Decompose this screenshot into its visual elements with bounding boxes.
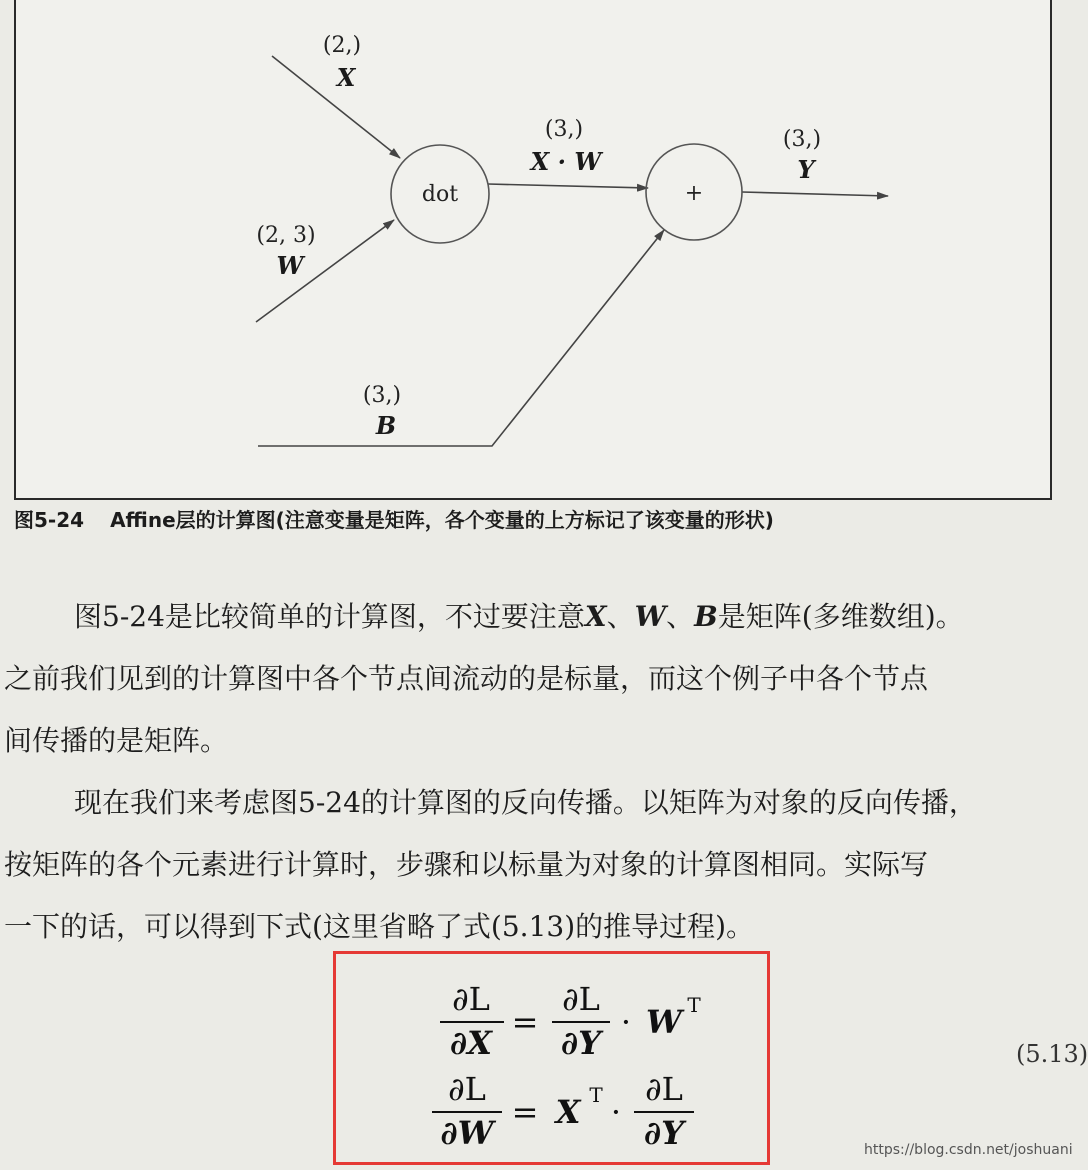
eq2-lhs-denominator: ∂W	[440, 1114, 494, 1152]
figure-frame	[14, 0, 1052, 500]
edge-plus-to-y	[742, 192, 888, 196]
paragraph-1-line-3: 间传播的是矩阵。	[4, 724, 229, 757]
edge-b-to-plus	[258, 230, 664, 446]
eq2-equals: =	[511, 1093, 539, 1131]
paragraph-2	[0, 772, 1080, 958]
figure-caption	[14, 504, 1074, 533]
w-var-label: W	[276, 251, 304, 280]
figure-caption-number: 图5-24	[14, 508, 85, 532]
matrix-w-symbol: W	[634, 600, 667, 633]
paragraph-2-line-3: 一下的话，可以得到下式(这里省略了式(5.13)的推导过程)。	[4, 910, 755, 943]
paragraph-1-line-1	[0, 586, 1080, 648]
matrix-x-symbol: X	[584, 600, 607, 633]
eq2-cdot: ·	[610, 1093, 622, 1131]
x-shape-label: (2,)	[322, 33, 362, 58]
paragraph-1-text-a: 图5-24是比较简单的计算图，不过要注意	[74, 600, 585, 633]
x-var-label: X	[336, 63, 356, 92]
paragraph-2-line-2: 按矩阵的各个元素进行计算时，步骤和以标量为对象的计算图相同。实际写	[4, 848, 929, 881]
matrix-b-symbol: B	[694, 600, 718, 633]
eq2-rhs-denominator: ∂Y	[644, 1114, 684, 1152]
paragraph-1-text-b: 是矩阵(多维数组)。	[717, 600, 964, 633]
xw-shape-label: (3,)	[544, 117, 584, 142]
figure-caption-text: Affine层的计算图(注意变量是矩阵，各个变量的上方标记了该变量的形状)	[110, 508, 774, 532]
plus-node-label: +	[684, 181, 704, 206]
eq1-lhs-denominator: ∂X	[450, 1024, 492, 1062]
y-shape-label: (3,)	[782, 127, 822, 152]
paragraph-1-line-2: 之前我们见到的计算图中各个节点间流动的是标量，而这个例子中各个节点	[4, 662, 929, 695]
computational-graph	[16, 0, 1050, 498]
source-watermark: https://blog.csdn.net/joshuani	[864, 1142, 1073, 1158]
separator-2: 、	[666, 600, 695, 633]
dot-node-label: dot	[421, 182, 459, 207]
eq1-equals: =	[511, 1003, 539, 1041]
eq2-lhs-numerator: ∂L	[448, 1070, 486, 1108]
formula-5-13	[336, 954, 767, 1162]
eq1-lhs-numerator: ∂L	[452, 980, 490, 1018]
eq1-rhs-numerator: ∂L	[562, 980, 600, 1018]
paragraph-2-line-1: 现在我们来考虑图5-24的计算图的反向传播。以矩阵为对象的反向传播，	[74, 786, 977, 819]
eq1-rhs-denominator: ∂Y	[561, 1024, 601, 1062]
separator-1: 、	[606, 600, 635, 633]
xw-var-label: X · W	[530, 147, 602, 176]
eq1-transpose: T	[687, 993, 701, 1017]
y-var-label: Y	[797, 155, 815, 184]
b-shape-label: (3,)	[362, 383, 402, 408]
equation-number: (5.13)	[1016, 1040, 1088, 1068]
edge-dot-to-plus	[488, 184, 648, 188]
eq2-transpose: T	[589, 1083, 603, 1107]
eq1-w: W	[646, 1003, 682, 1041]
paragraph-1	[0, 586, 1080, 772]
eq2-rhs-numerator: ∂L	[645, 1070, 683, 1108]
w-shape-label: (2, 3)	[256, 223, 316, 248]
formula-highlight-box	[333, 951, 770, 1165]
b-var-label: B	[375, 411, 397, 440]
eq1-cdot: ·	[620, 1003, 632, 1041]
eq2-x: X	[555, 1093, 581, 1131]
